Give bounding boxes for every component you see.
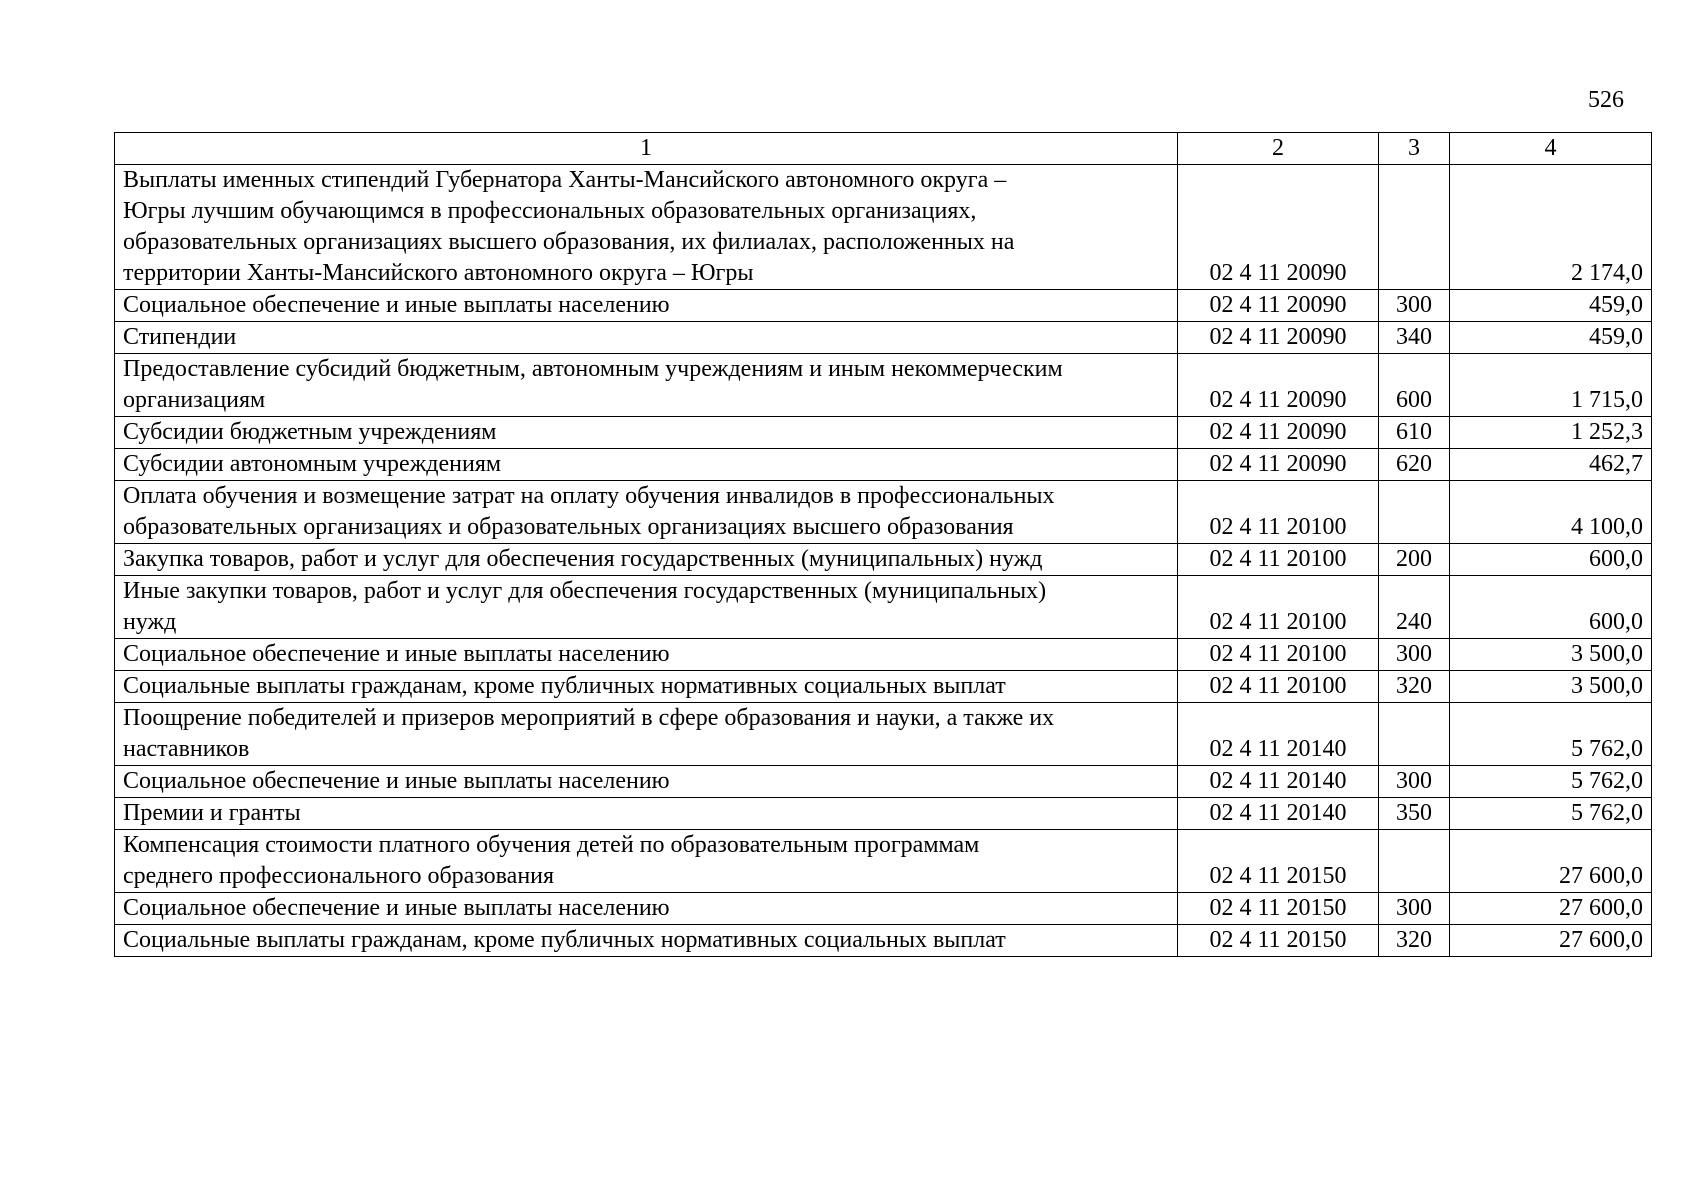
- row-expense-type: [1379, 481, 1450, 544]
- row-expense-type: 620: [1379, 449, 1450, 481]
- row-description: [115, 322, 1178, 354]
- table-row: [115, 576, 1652, 639]
- table-body: [115, 165, 1652, 957]
- description-line: Стипендии: [123, 324, 237, 350]
- row-expense-type: 300: [1379, 639, 1450, 671]
- description-line: наставников: [123, 736, 250, 762]
- table-row: [115, 354, 1652, 417]
- row-expense-type: 610: [1379, 417, 1450, 449]
- description-line: Выплаты именных стипендий Губернатора Ханты-Мансийского автономного округа –: [123, 167, 1007, 193]
- table-row: [115, 481, 1652, 544]
- row-expense-type: 200: [1379, 544, 1450, 576]
- row-target-code: 02 4 11 20100: [1178, 544, 1379, 576]
- row-description: [115, 544, 1178, 576]
- row-target-code: 02 4 11 20150: [1178, 830, 1379, 893]
- row-target-code: 02 4 11 20150: [1178, 925, 1379, 957]
- table-row: [115, 766, 1652, 798]
- row-description: [115, 417, 1178, 449]
- row-amount: 1 715,0: [1450, 354, 1652, 417]
- row-description: [115, 798, 1178, 830]
- row-amount: 4 100,0: [1450, 481, 1652, 544]
- row-expense-type: 320: [1379, 671, 1450, 703]
- row-expense-type: 300: [1379, 893, 1450, 925]
- description-line: Социальные выплаты гражданам, кроме публичных нормативных социальных выплат: [123, 927, 1006, 953]
- row-amount: 600,0: [1450, 544, 1652, 576]
- description-line: Социальные выплаты гражданам, кроме публичных нормативных социальных выплат: [123, 673, 1006, 699]
- row-description: [115, 703, 1178, 766]
- row-expense-type: 300: [1379, 766, 1450, 798]
- description-line: Субсидии бюджетным учреждениям: [123, 419, 497, 445]
- row-description: [115, 481, 1178, 544]
- description-line: Компенсация стоимости платного обучения детей по образовательным программам: [123, 832, 980, 858]
- table-row: [115, 449, 1652, 481]
- row-target-code: 02 4 11 20100: [1178, 481, 1379, 544]
- row-target-code: 02 4 11 20090: [1178, 322, 1379, 354]
- description-line: Социальное обеспечение и иные выплаты населению: [123, 895, 670, 921]
- row-description: [115, 671, 1178, 703]
- description-line: Предоставление субсидий бюджетным, автономным учреждениям и иным некоммерческим: [123, 356, 1063, 382]
- row-description: [115, 290, 1178, 322]
- description-line: нужд: [123, 609, 177, 635]
- table-row: [115, 322, 1652, 354]
- row-expense-type: 300: [1379, 290, 1450, 322]
- row-expense-type: 240: [1379, 576, 1450, 639]
- table-header-row: [115, 133, 1652, 165]
- row-target-code: 02 4 11 20090: [1178, 449, 1379, 481]
- row-description: [115, 576, 1178, 639]
- table-row: [115, 703, 1652, 766]
- description-line: образовательных организациях и образовательных организациях высшего образования: [123, 514, 1014, 540]
- row-amount: 5 762,0: [1450, 703, 1652, 766]
- table-row: [115, 290, 1652, 322]
- row-expense-type: 320: [1379, 925, 1450, 957]
- table-row: [115, 544, 1652, 576]
- description-line: Оплата обучения и возмещение затрат на оплату обучения инвалидов в профессиональных: [123, 483, 1055, 509]
- table-row: [115, 671, 1652, 703]
- description-line: территории Ханты-Мансийского автономного округа – Югры: [123, 260, 754, 286]
- row-description: [115, 893, 1178, 925]
- row-expense-type: 340: [1379, 322, 1450, 354]
- row-target-code: 02 4 11 20090: [1178, 165, 1379, 290]
- table-row: [115, 639, 1652, 671]
- description-line: Социальное обеспечение и иные выплаты населению: [123, 292, 670, 318]
- row-target-code: 02 4 11 20100: [1178, 671, 1379, 703]
- row-amount: 27 600,0: [1450, 925, 1652, 957]
- row-amount: 1 252,3: [1450, 417, 1652, 449]
- row-target-code: 02 4 11 20090: [1178, 290, 1379, 322]
- row-amount: 2 174,0: [1450, 165, 1652, 290]
- description-line: Премии и гранты: [123, 800, 301, 826]
- description-line: Поощрение победителей и призеров мероприятий в сфере образования и науки, а также их: [123, 705, 1055, 731]
- row-expense-type: 600: [1379, 354, 1450, 417]
- row-amount: 27 600,0: [1450, 893, 1652, 925]
- row-amount: 5 762,0: [1450, 766, 1652, 798]
- row-amount: 459,0: [1450, 322, 1652, 354]
- row-amount: 5 762,0: [1450, 798, 1652, 830]
- row-expense-type: [1379, 830, 1450, 893]
- column-header-2: 2: [1178, 133, 1379, 165]
- row-description: [115, 766, 1178, 798]
- row-amount: 27 600,0: [1450, 830, 1652, 893]
- row-amount: 3 500,0: [1450, 671, 1652, 703]
- row-description: [115, 830, 1178, 893]
- description-line: среднего профессионального образования: [123, 863, 555, 889]
- row-target-code: 02 4 11 20100: [1178, 576, 1379, 639]
- table-row: [115, 417, 1652, 449]
- row-amount: 462,7: [1450, 449, 1652, 481]
- row-description: [115, 639, 1178, 671]
- row-target-code: 02 4 11 20140: [1178, 766, 1379, 798]
- description-line: Субсидии автономным учреждениям: [123, 451, 502, 477]
- row-target-code: 02 4 11 20140: [1178, 798, 1379, 830]
- row-expense-type: 350: [1379, 798, 1450, 830]
- row-target-code: 02 4 11 20090: [1178, 354, 1379, 417]
- row-amount: 600,0: [1450, 576, 1652, 639]
- table-row: [115, 165, 1652, 290]
- table-row: [115, 798, 1652, 830]
- description-line: организациям: [123, 387, 266, 413]
- row-amount: 3 500,0: [1450, 639, 1652, 671]
- row-target-code: 02 4 11 20100: [1178, 639, 1379, 671]
- description-line: образовательных организациях высшего образования, их филиалах, расположенных на: [123, 229, 1015, 255]
- column-header-1: 1: [115, 133, 1178, 165]
- description-line: Социальное обеспечение и иные выплаты населению: [123, 768, 670, 794]
- row-description: [115, 449, 1178, 481]
- row-description: [115, 165, 1178, 290]
- row-amount: 459,0: [1450, 290, 1652, 322]
- column-header-3: 3: [1379, 133, 1450, 165]
- table-row: [115, 830, 1652, 893]
- table-row: [115, 893, 1652, 925]
- column-header-4: 4: [1450, 133, 1652, 165]
- description-line: Югры лучшим обучающимся в профессиональных образовательных организациях,: [123, 198, 977, 224]
- row-description: [115, 925, 1178, 957]
- row-target-code: 02 4 11 20090: [1178, 417, 1379, 449]
- row-description: [115, 354, 1178, 417]
- table-row: [115, 925, 1652, 957]
- budget-table: [114, 132, 1652, 957]
- row-target-code: 02 4 11 20150: [1178, 893, 1379, 925]
- page-number: 526: [1588, 87, 1624, 113]
- row-expense-type: [1379, 703, 1450, 766]
- row-expense-type: [1379, 165, 1450, 290]
- description-line: Социальное обеспечение и иные выплаты населению: [123, 641, 670, 667]
- description-line: Иные закупки товаров, работ и услуг для обеспечения государственных (муниципальных): [123, 578, 1047, 604]
- row-target-code: 02 4 11 20140: [1178, 703, 1379, 766]
- description-line: Закупка товаров, работ и услуг для обеспечения государственных (муниципальных) нужд: [123, 546, 1043, 572]
